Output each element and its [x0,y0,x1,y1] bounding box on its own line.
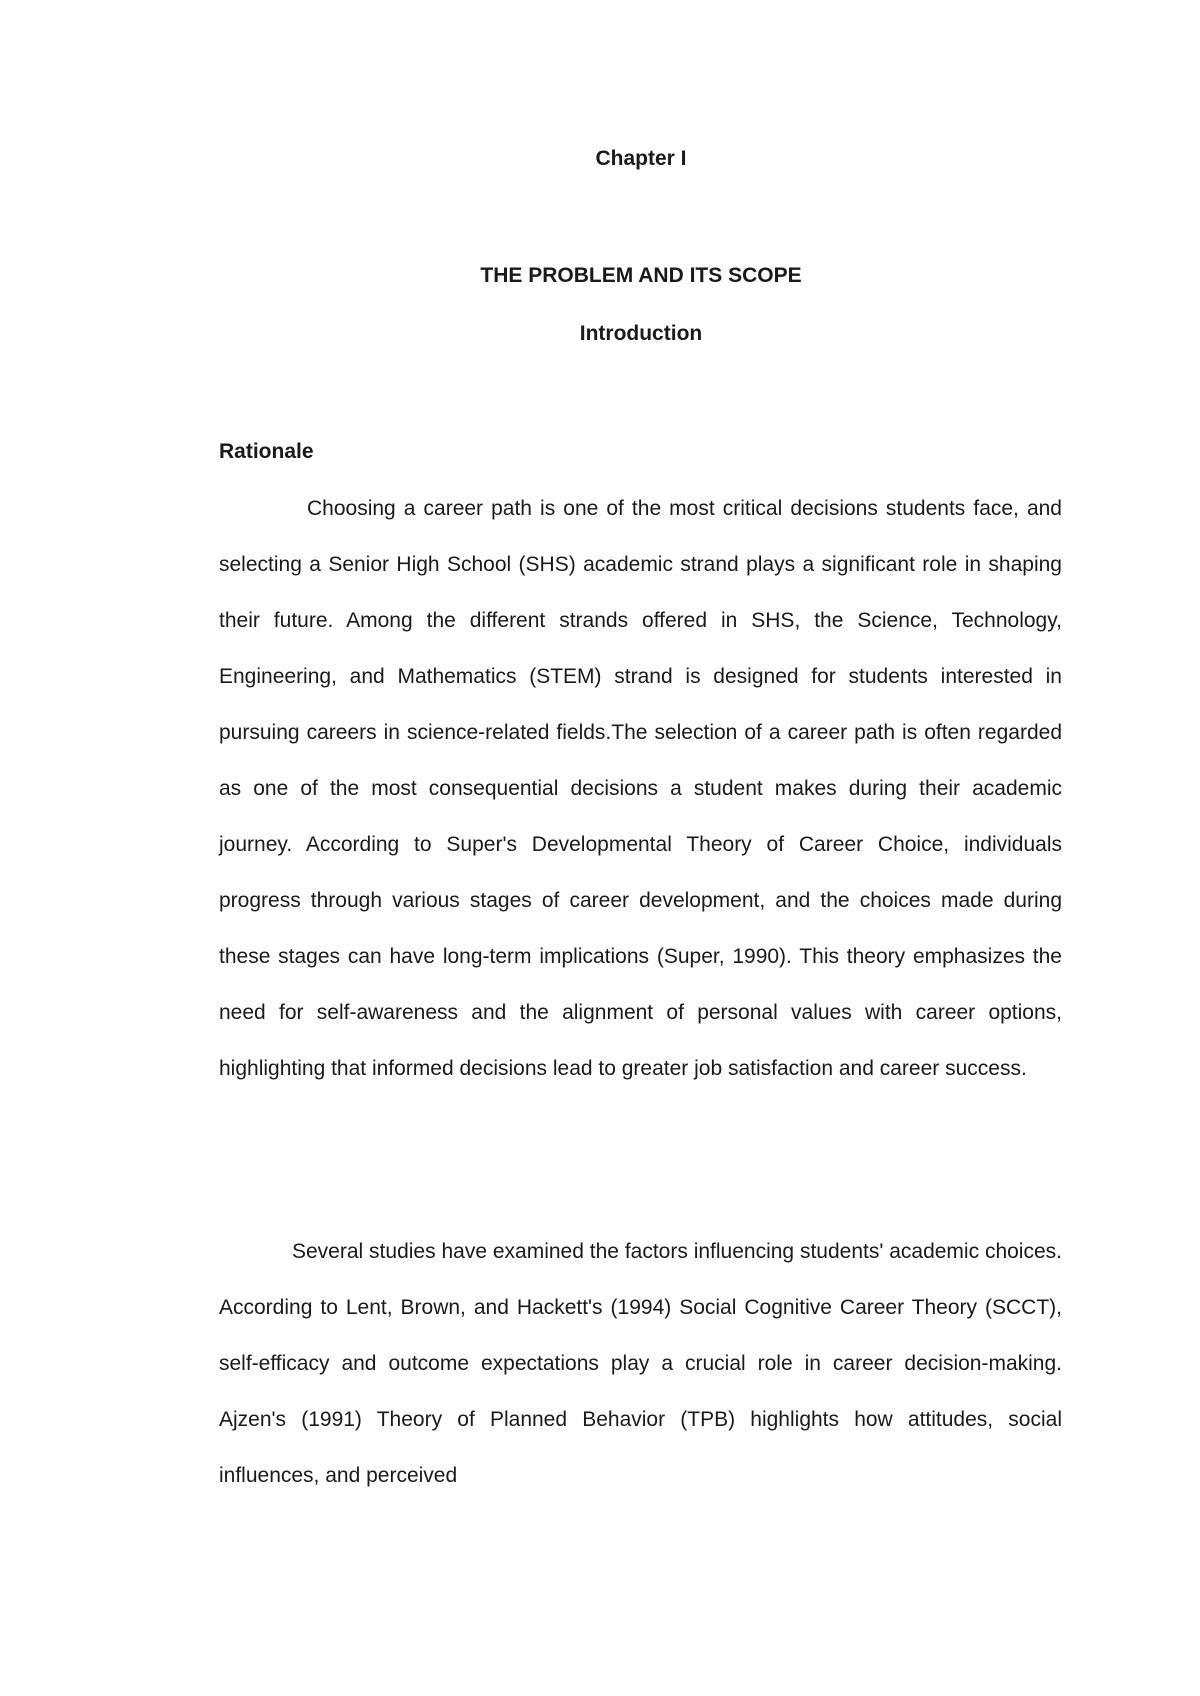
chapter-title: THE PROBLEM AND ITS SCOPE [480,264,802,287]
chapter-heading: Chapter I [595,147,687,170]
paragraph-1: Choosing a career path is one of the most critical decisions students face, and selecting a Senior High School (SHS) academic strand plays a significant role in shaping their future. Among the different strands offered in SHS, the Science, Technology, Engineering, and Mathematics (STEM) strand is designed for students interested in pursuing careers in science-related fields.The selection of a career path is often regarded as one of the most consequential decisions a student makes during their academic journey. According to Super's Developmental Theory of Career Choice, individuals progress through various stages of career development, and the choices made during these stages can have long-term implications (Super, 1990). This theory emphasizes the need for self-awareness and the alignment of personal values with career options, highlighting that informed decisions lead to greater job satisfaction and career success. [219,497,1062,1080]
paragraph-2: Several studies have examined the factors influencing students' academic choices. According to Lent, Brown, and Hackett's (1994) Social Cognitive Career Theory (SCCT), self-efficacy and outcome expectations play a crucial role in career decision-making. Ajzen's (1991) Theory of Planned Behavior (TPB) highlights how attitudes, social influences, and perceived [219,1240,1062,1487]
section-introduction-heading: Introduction [579,322,703,345]
rationale-heading: Rationale [219,440,314,463]
